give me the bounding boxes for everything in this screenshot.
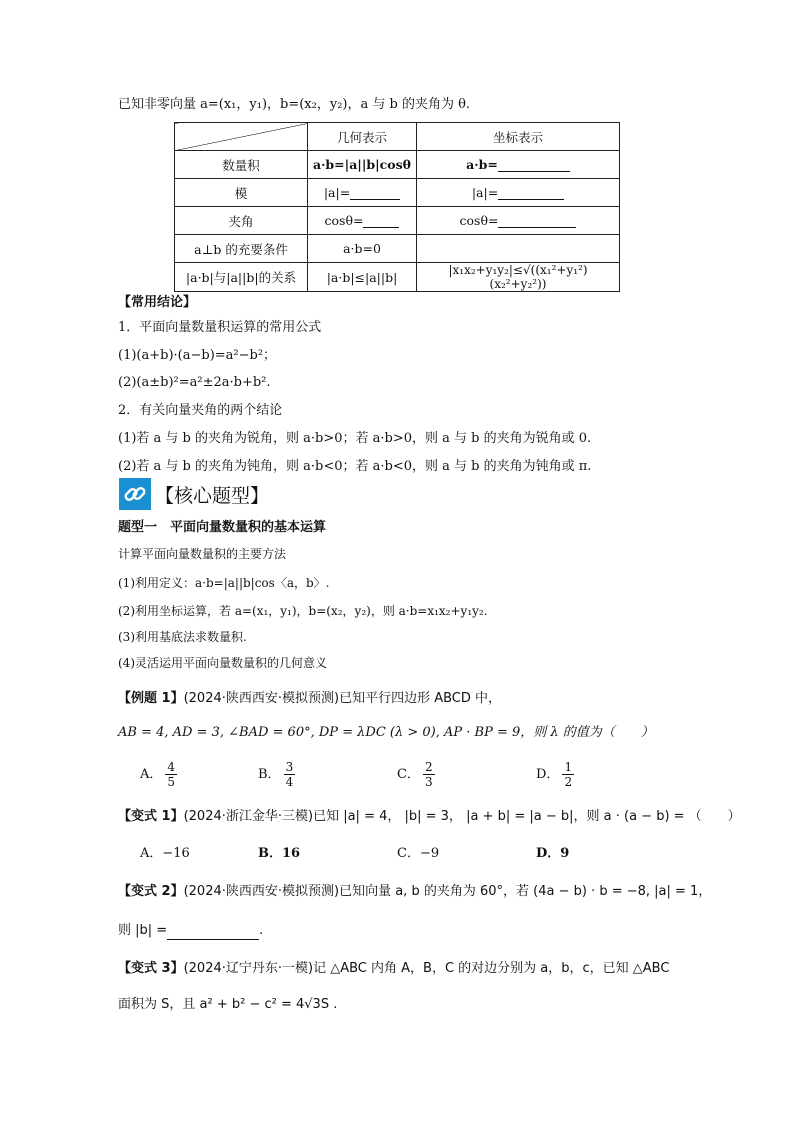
row-label: 模 — [175, 179, 308, 207]
row-coord: |a|= — [417, 179, 620, 207]
row-coord: |x₁x₂+y₁y₂|≤√((x₁²+y₁²)(x₂²+y₂²)) — [417, 263, 620, 292]
variant2-line1 — [118, 883, 711, 901]
table-diagonal-cell — [175, 123, 308, 151]
row-label: 夹角 — [175, 207, 308, 235]
variant1-line — [118, 808, 741, 826]
variant2-label: 【变式 2】 — [118, 884, 184, 899]
row-geo: cosθ= — [308, 207, 417, 235]
variant3-line1 — [118, 960, 669, 978]
formula-1: (1)(a+b)·(a−b)=a²−b²； — [118, 348, 277, 363]
row-label: 数量积 — [175, 151, 308, 179]
conclusions-heading: 【常用结论】 — [118, 295, 197, 310]
table-row — [175, 179, 620, 207]
variant1-text: 已知 |a| = 4， |b| = 3， |a + b| = |a − b|，则 a · (a − b) = （ ） — [313, 809, 741, 824]
variant3-text: 记 △ABC 内角 A，B，C 的对边分别为 a，b，c，已知 △ABC — [313, 961, 670, 976]
example1-condition: AB = 4, AD = 3, ∠BAD = 60°, DP = λDC (λ > 0), AP · BP = 9，则 λ 的值为（ ） — [118, 725, 654, 740]
conclusion-1: (1)若 a 与 b 的夹角为锐角，则 a·b>0；若 a·b>0，则 a 与 b 的夹角为锐角或 0. — [118, 431, 592, 446]
core-title: 【核心题型】 — [155, 484, 270, 507]
row-geo: |a·b|≤|a||b| — [308, 263, 417, 292]
core-section-header — [119, 478, 269, 510]
row-label: a⊥b 的充要条件 — [175, 235, 308, 263]
variant1-option-c[interactable]: C．−9 — [397, 846, 440, 861]
row-geo: a·b=0 — [308, 235, 417, 263]
table-row — [175, 263, 620, 292]
intro-text: 已知非零向量 a=(x₁，y₁)，b=(x₂，y₂)，a 与 b 的夹角为 θ. — [118, 97, 471, 112]
row-coord — [417, 235, 620, 263]
example1-option-a[interactable]: A． $\frac{4}{5}$ — [140, 760, 176, 789]
example1-option-d[interactable]: D． $\frac{1}{2}$ — [536, 760, 573, 789]
example1-label: 【例题 1】 — [118, 691, 184, 706]
table-row — [175, 235, 620, 263]
row-geo: |a|= — [308, 179, 417, 207]
variant1-option-a[interactable]: A．−16 — [140, 846, 190, 861]
variant1-option-d[interactable]: D．9 — [536, 846, 570, 861]
header-coordinate: 坐标表示 — [417, 123, 620, 151]
example1-source: (2024·陕西西安·模拟预测) — [183, 691, 340, 706]
example1-option-b[interactable]: B． $\frac{3}{4}$ — [258, 760, 294, 789]
example1-option-c[interactable]: C． $\frac{2}{3}$ — [397, 760, 433, 789]
method-1: (1)利用定义：a·b=|a||b|cos〈a，b〉. — [118, 576, 330, 590]
variant2-line2: 则 |b| = . — [118, 923, 264, 938]
type1-heading: 题型一 平面向量数量积的基本运算 — [118, 520, 327, 535]
link-icon — [119, 478, 151, 510]
example1-line1 — [118, 690, 501, 708]
row-coord: cosθ= — [417, 207, 620, 235]
row-geo: a·b=|a||b|cosθ — [308, 151, 417, 179]
row-label: |a·b|与|a||b|的关系 — [175, 263, 308, 292]
variant2-source: (2024·陕西西安·模拟预测) — [183, 884, 340, 899]
formula-2: (2)(a±b)²=a²±2a·b+b². — [118, 375, 271, 390]
conclusion-item-2: 2．有关向量夹角的两个结论 — [118, 403, 283, 418]
variant3-line2: 面积为 S，且 a² + b² − c² = 4√3S . — [118, 997, 338, 1012]
table-header-row — [175, 123, 620, 151]
table-row — [175, 207, 620, 235]
variant1-label: 【变式 1】 — [118, 809, 184, 824]
table-row — [175, 151, 620, 179]
conclusion-item-1: 1．平面向量数量积运算的常用公式 — [118, 320, 322, 335]
header-geometric: 几何表示 — [308, 123, 417, 151]
method-2: (2)利用坐标运算，若 a=(x₁，y₁)，b=(x₂，y₂)，则 a·b=x₁x₂+y₁y₂. — [118, 604, 488, 618]
conclusion-2: (2)若 a 与 b 的夹角为钝角，则 a·b<0；若 a·b<0，则 a 与 b 的夹角为钝角或 π. — [118, 459, 592, 474]
variant1-source: (2024·浙江金华·三模) — [183, 809, 314, 824]
row-coord: a·b= — [417, 151, 620, 179]
answer-blank[interactable] — [167, 928, 259, 940]
method-4: (4)灵活运用平面向量数量积的几何意义 — [118, 656, 327, 670]
variant2-text: 已知向量 a, b 的夹角为 60°，若 (4a − b) · b = −8, |a| = 1， — [339, 884, 712, 899]
vector-table — [174, 122, 620, 292]
variant3-label: 【变式 3】 — [118, 961, 184, 976]
variant3-source: (2024·辽宁丹东·一模) — [183, 961, 314, 976]
method-3: (3)利用基底法求数量积. — [118, 630, 247, 644]
example1-text: 已知平行四边形 ABCD 中， — [339, 691, 502, 706]
variant1-option-b[interactable]: B．16 — [258, 846, 301, 861]
methods-heading: 计算平面向量数量积的主要方法 — [118, 547, 287, 561]
